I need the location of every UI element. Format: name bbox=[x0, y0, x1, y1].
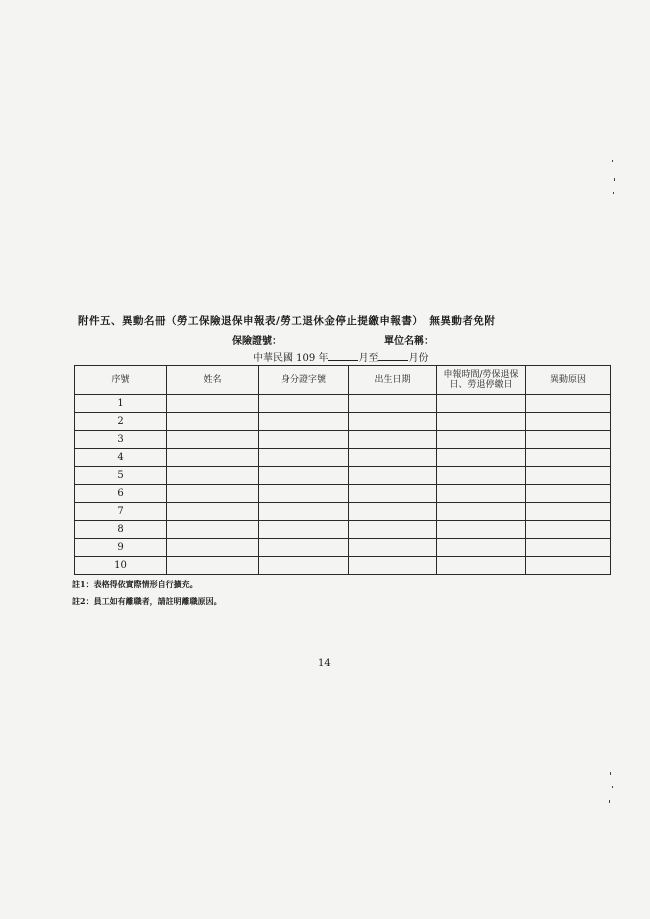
scan-speck bbox=[612, 160, 613, 162]
cell-birth-date bbox=[349, 395, 437, 413]
table-row bbox=[75, 521, 611, 539]
table-row bbox=[75, 395, 611, 413]
cell-change-reason bbox=[526, 449, 611, 467]
title-text: 附件五、異動名冊（勞工保險退保申報表/勞工退休金停止提繳申報書） bbox=[78, 315, 424, 327]
cell-id-number bbox=[259, 413, 349, 431]
table-row bbox=[75, 449, 611, 467]
table-row bbox=[75, 467, 611, 485]
cell-birth-date bbox=[349, 557, 437, 575]
scan-speck bbox=[609, 800, 610, 803]
cell-birth-date bbox=[349, 449, 437, 467]
cell-serial-number: 6 bbox=[75, 485, 167, 503]
cell-birth-date bbox=[349, 413, 437, 431]
cell-serial-number: 10 bbox=[75, 557, 167, 575]
cell-serial-number: 9 bbox=[75, 539, 167, 557]
cell-serial-number: 1 bbox=[75, 395, 167, 413]
cell-name bbox=[167, 539, 259, 557]
cell-report-date bbox=[437, 413, 526, 431]
table-row bbox=[75, 503, 611, 521]
reporting-period bbox=[253, 349, 428, 364]
table-body bbox=[75, 395, 611, 575]
table-header-row bbox=[75, 366, 611, 395]
cell-change-reason bbox=[526, 431, 611, 449]
title-exemption-note: 無異動者免附 bbox=[429, 315, 496, 327]
cell-id-number bbox=[259, 395, 349, 413]
cell-id-number bbox=[259, 503, 349, 521]
cell-id-number bbox=[259, 485, 349, 503]
cell-id-number bbox=[259, 467, 349, 485]
cell-serial-number: 8 bbox=[75, 521, 167, 539]
unit-name-label: 單位名稱： bbox=[384, 336, 434, 347]
cell-serial-number: 7 bbox=[75, 503, 167, 521]
footnote-1: 註1：表格得依實際情形自行擴充。 bbox=[72, 579, 198, 589]
cell-serial-number: 5 bbox=[75, 467, 167, 485]
cell-report-date bbox=[437, 395, 526, 413]
cell-name bbox=[167, 467, 259, 485]
period-month-from: 月至 bbox=[358, 353, 379, 364]
month-from-blank bbox=[328, 350, 358, 361]
cell-birth-date bbox=[349, 539, 437, 557]
scan-speck bbox=[610, 772, 611, 775]
month-to-blank bbox=[378, 350, 408, 361]
cell-change-reason bbox=[526, 413, 611, 431]
cell-name bbox=[167, 557, 259, 575]
cell-serial-number: 2 bbox=[75, 413, 167, 431]
cell-change-reason bbox=[526, 539, 611, 557]
scan-speck bbox=[612, 786, 613, 788]
page-number: 14 bbox=[318, 658, 331, 669]
cell-change-reason bbox=[526, 521, 611, 539]
document-title bbox=[78, 313, 598, 328]
change-roster-table bbox=[74, 365, 611, 575]
insurance-id-label: 保險證號： bbox=[232, 336, 282, 347]
cell-name bbox=[167, 521, 259, 539]
cell-report-date bbox=[437, 431, 526, 449]
table-row bbox=[75, 485, 611, 503]
cell-name bbox=[167, 431, 259, 449]
table-row bbox=[75, 557, 611, 575]
cell-id-number bbox=[259, 521, 349, 539]
period-prefix: 中華民國 109 年 bbox=[253, 353, 329, 364]
cell-change-reason bbox=[526, 557, 611, 575]
cell-name bbox=[167, 485, 259, 503]
cell-id-number bbox=[259, 449, 349, 467]
cell-name bbox=[167, 503, 259, 521]
cell-report-date bbox=[437, 467, 526, 485]
cell-name bbox=[167, 413, 259, 431]
cell-report-date bbox=[437, 449, 526, 467]
header-report-date: 申報時間/勞保退保日、勞退停繳日 bbox=[437, 366, 526, 395]
header-change-reason: 異動原因 bbox=[526, 366, 611, 395]
cell-name bbox=[167, 449, 259, 467]
header-birth-date: 出生日期 bbox=[349, 366, 437, 395]
cell-report-date bbox=[437, 503, 526, 521]
cell-id-number bbox=[259, 557, 349, 575]
cell-id-number bbox=[259, 539, 349, 557]
cell-birth-date bbox=[349, 431, 437, 449]
header-serial-number: 序號 bbox=[75, 366, 167, 395]
cell-birth-date bbox=[349, 503, 437, 521]
cell-birth-date bbox=[349, 521, 437, 539]
table-row bbox=[75, 539, 611, 557]
cell-birth-date bbox=[349, 467, 437, 485]
header-id-number: 身分證字號 bbox=[259, 366, 349, 395]
scan-speck bbox=[614, 178, 615, 181]
cell-change-reason bbox=[526, 485, 611, 503]
cell-serial-number: 3 bbox=[75, 431, 167, 449]
cell-birth-date bbox=[349, 485, 437, 503]
period-month-to: 月份 bbox=[408, 353, 429, 364]
cell-report-date bbox=[437, 485, 526, 503]
cell-serial-number: 4 bbox=[75, 449, 167, 467]
cell-change-reason bbox=[526, 395, 611, 413]
header-name: 姓名 bbox=[167, 366, 259, 395]
cell-change-reason bbox=[526, 467, 611, 485]
table-row bbox=[75, 413, 611, 431]
cell-report-date bbox=[437, 557, 526, 575]
cell-change-reason bbox=[526, 503, 611, 521]
cell-name bbox=[167, 395, 259, 413]
footnote-2: 註2：員工如有離職者，請註明離職原因。 bbox=[72, 596, 222, 606]
scan-speck bbox=[613, 192, 614, 194]
cell-report-date bbox=[437, 521, 526, 539]
table-row bbox=[75, 431, 611, 449]
cell-id-number bbox=[259, 431, 349, 449]
cell-report-date bbox=[437, 539, 526, 557]
